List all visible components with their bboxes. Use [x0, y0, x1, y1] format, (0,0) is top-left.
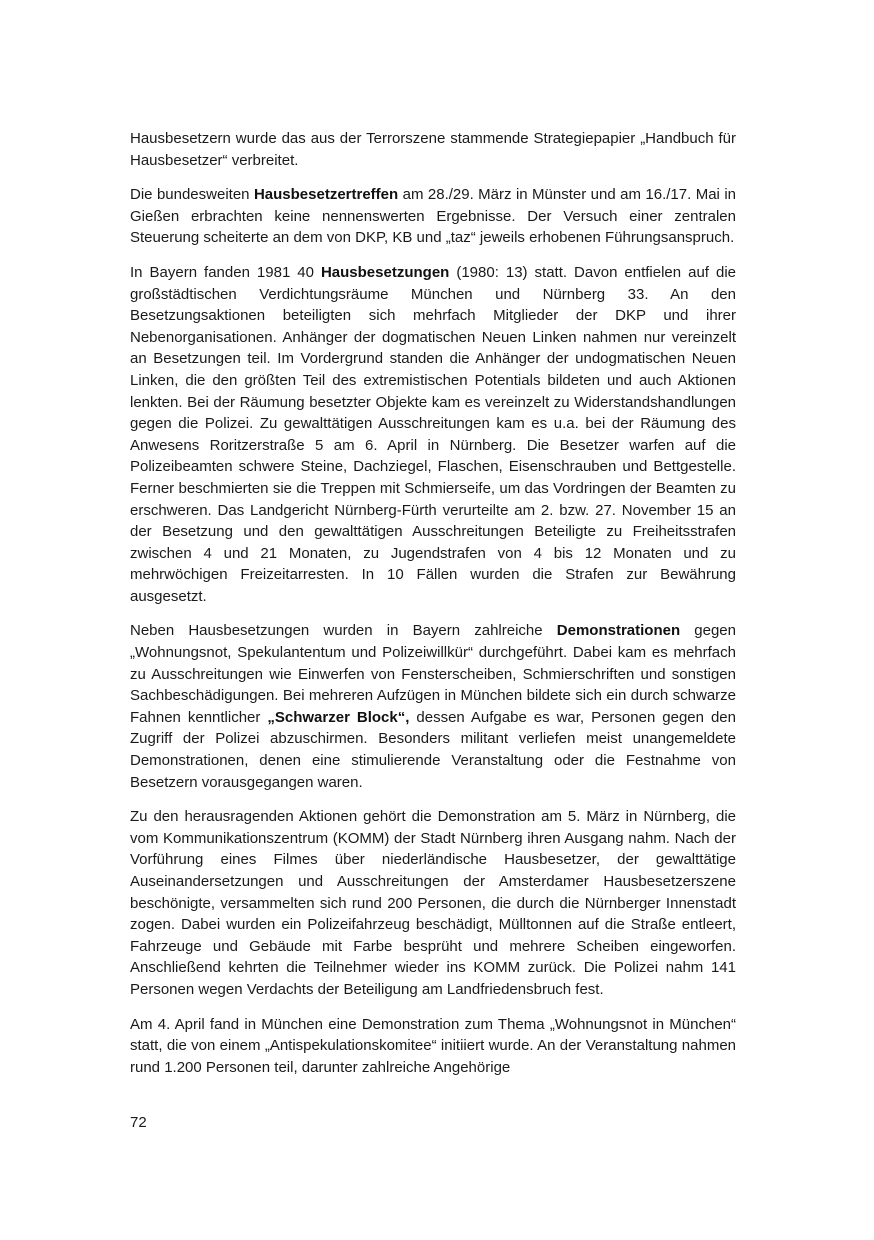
bold-term: Hausbesetzertreffen — [253, 186, 399, 204]
page-number: 72 — [130, 1114, 147, 1131]
text-run: Hausbesetzern wurde das aus der Terrorszene stammende Strategiepapier „Handbuch für Hausbesetzer“ verbreitet. — [130, 130, 736, 169]
text-run: Am 4. April fand in München eine Demonstration zum Thema „Wohnungsnot in München“ statt, die von einem „Antispekulationskomitee“ initiiert wurde. An der Veranstaltung nahmen rund 1.200 Personen teil, darunter zahlreiche Angehörige — [130, 1015, 736, 1076]
text-run: am 28./29. März in Münster und am 16./17. Mai in Gießen erbrachten keine nennenswerten Ergebnisse. Der Versuch einer zentralen Steuerung scheiterte an dem von DKP, KB und „taz“ jeweils erhobenen Führungsanspruch. — [130, 186, 736, 247]
bold-term: Demonstrationen — [556, 622, 681, 640]
text-run: Die bundesweiten — [130, 186, 254, 204]
bold-term: Hausbesetzungen — [320, 263, 450, 281]
bold-term: „Schwarzer Block“, — [267, 708, 410, 726]
text-run: (1980: 13) statt. Davon entfielen auf die großstädtischen Verdichtungsräume München und Nürnberg 33. An den Besetzungsaktionen beteiligten sich mehrfach Mitglieder der DKP und ihrer Nebenorganisationen. Anhänger der dogmatischen Neuen Linken nahmen nur vereinzelt an Besetzungen teil. Im Vordergrund standen die Anhänger der undogmatischen Neuen Linken, die den größten Teil des extremistischen Potentials bildeten und auch Aktionen lenkten. Bei der Räumung besetzter Objekte kam es vereinzelt zu Widerstandshandlungen gegen die Polizei. Zu gewalttätigen Ausschreitungen kam es u.a. bei der Räumung des Anwesens Roritzerstraße 5 am 6. April in Nürnberg. Die Besetzer warfen auf die Polizeibeamten schwere Steine, Dachziegel, Flaschen, Eisenschrauben und Bettgestelle. Ferner beschmierten sie die Treppen mit Schmierseife, um das Vordringen der Beamten zu erschweren. Das Landgericht Nürnberg-Fürth verurteilte am 2. bzw. 27. November 15 an der Besetzung und den gewalttätigen Ausschreitungen Beteiligte zu Freiheitsstrafen zwischen 4 und 21 Monaten, zu Jugendstrafen von 4 bis 12 Monaten und zu mehrwöchigen Freizeitarresten. In 10 Fällen wurden die Strafen zur Bewährung ausgesetzt. — [130, 263, 736, 605]
text-run: Zu den herausragenden Aktionen gehört die Demonstration am 5. März in Nürnberg, die vom Kommunikationszentrum (KOMM) der Stadt Nürnberg ihren Ausgang nahm. Nach der Vorführung eines Filmes über niederländische Hausbesetzer, der gewalttätige Auseinandersetzungen und Ausschreitungen der Amsterdamer Hausbesetzerszene beschönigte, versammelten sich rund 200 Personen, die durch die Nürnberger Innenstadt zogen. Dabei wurden ein Polizeifahrzeug beschädigt, Mülltonnen auf die Straße entleert, Fahrzeuge und Gebäude mit Farbe besprüht und mehrere Scheiben eingeworfen. Anschließend kehrten die Teilnehmer wieder ins KOMM zurück. Die Polizei nahm 141 Personen wegen Verdachts der Beteiligung am Landfriedensbruch fest. — [130, 808, 736, 998]
paragraph — [130, 806, 736, 1000]
text-run: In Bayern fanden 1981 40 — [130, 263, 321, 281]
paragraph — [130, 620, 736, 793]
paragraph — [130, 128, 736, 171]
text-run: Neben Hausbesetzungen wurden in Bayern zahlreiche — [130, 622, 557, 640]
paragraph — [130, 262, 736, 608]
paragraph — [130, 1014, 736, 1079]
body-text — [130, 128, 736, 1091]
text-run: gegen „Wohnungsnot, Spekulantentum und Polizeiwillkür“ durchgeführt. Dabei kam es mehrfach zu Ausschreitungen wie Einwerfen von Fensterscheiben, Schmierschriften und sonstigen Sachbeschädigungen. Bei mehreren Aufzügen in München bildete sich ein durch schwarze Fahnen kenntlicher — [130, 622, 736, 726]
text-run: dessen Aufgabe es war, Personen gegen den Zugriff der Polizei abzuschirmen. Besonders militant verliefen meist unangemeldete Demonstrationen, denen eine stimulierende Veranstaltung oder die Festnahme von Besetzern vorausgegangen waren. — [130, 708, 736, 791]
paragraph — [130, 184, 736, 249]
